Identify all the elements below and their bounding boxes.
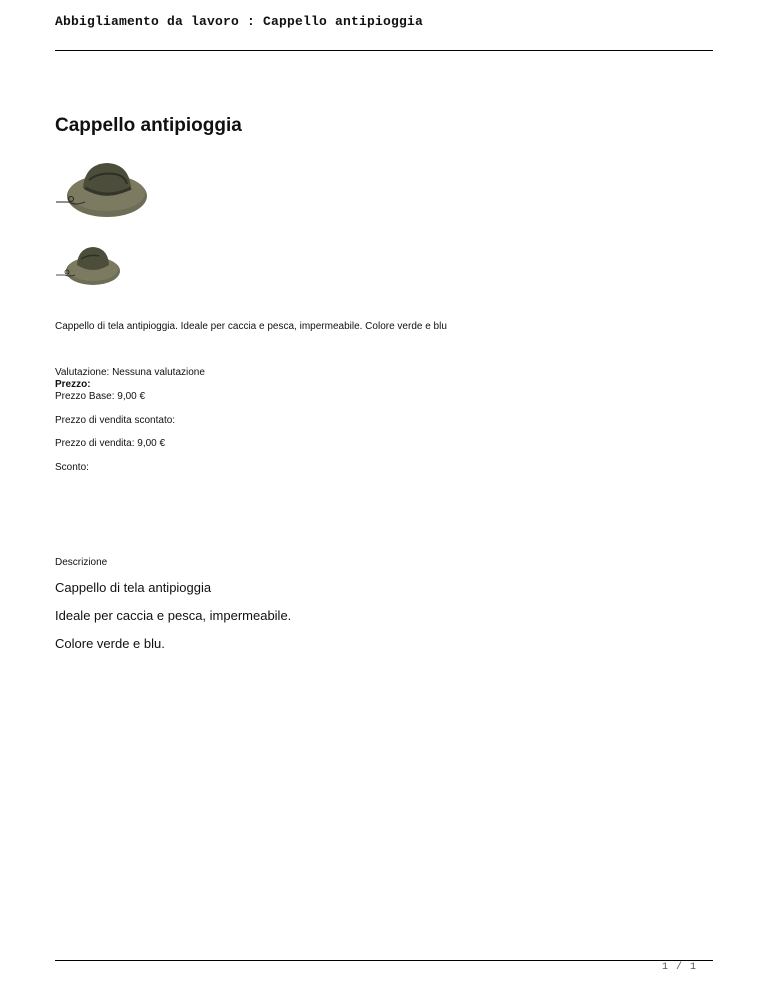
base-price: Prezzo Base: 9,00 € bbox=[55, 391, 146, 402]
price-label: Prezzo: bbox=[55, 379, 91, 390]
product-title: Cappello antipioggia bbox=[55, 115, 242, 136]
discount: Sconto: bbox=[55, 462, 89, 473]
header-divider bbox=[55, 50, 713, 51]
page-number: 1 / 1 bbox=[662, 962, 698, 973]
description-line: Cappello di tela antipioggia bbox=[55, 580, 212, 595]
sale-price: Prezzo di vendita: 9,00 € bbox=[55, 438, 166, 449]
rating-text: Valutazione: Nessuna valutazione bbox=[55, 367, 205, 378]
header-title: Abbigliamento da lavoro : Cappello antipioggia bbox=[55, 14, 424, 29]
product-image-large[interactable] bbox=[55, 158, 151, 222]
discounted-price: Prezzo di vendita scontato: bbox=[55, 415, 176, 426]
product-image-small[interactable] bbox=[55, 244, 121, 288]
short-description: Cappello di tela antipioggia. Ideale per caccia e pesca, impermeabile. Colore verde e blu bbox=[55, 321, 447, 332]
description-heading: Descrizione bbox=[55, 557, 108, 568]
footer-divider bbox=[55, 960, 713, 961]
description-line: Colore verde e blu. bbox=[55, 636, 165, 651]
description-line: Ideale per caccia e pesca, impermeabile. bbox=[55, 608, 292, 623]
